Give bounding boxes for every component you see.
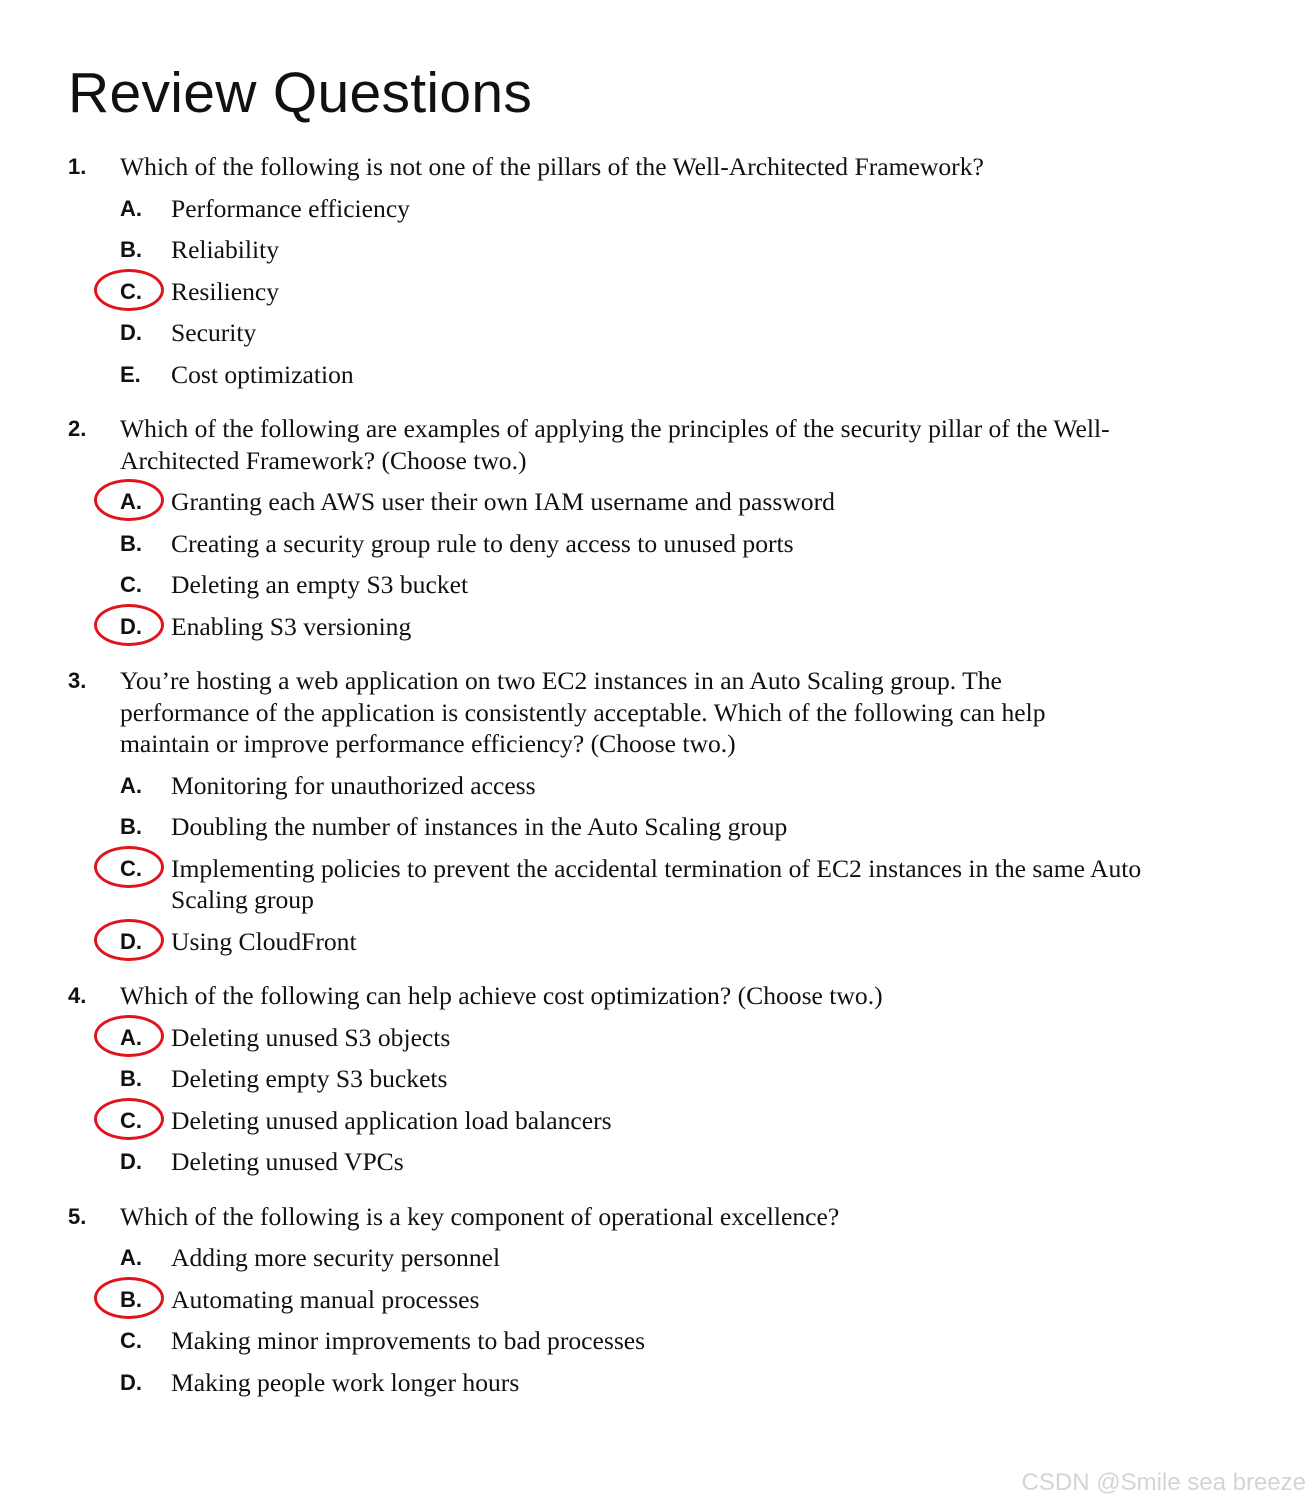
option-letter: C. xyxy=(120,572,142,597)
question xyxy=(68,1201,1268,1399)
question-number: 1. xyxy=(68,154,87,179)
red-circle-mark xyxy=(94,846,164,888)
question-text: Which of the following can help achieve cost optimization? (Choose two.) xyxy=(120,981,883,1010)
answer-option xyxy=(120,926,1268,958)
option-text: Automating manual processes xyxy=(171,1284,480,1314)
question-header xyxy=(68,413,1268,476)
red-circle-mark xyxy=(94,919,164,961)
option-letter: B. xyxy=(120,1284,171,1316)
answer-option xyxy=(120,1063,1268,1095)
option-letter: C. xyxy=(120,853,171,916)
option-text: Security xyxy=(171,318,257,347)
option-letter: A. xyxy=(120,772,142,798)
option-text: Reliability xyxy=(171,235,280,264)
answer-option xyxy=(120,611,1268,643)
option-text: Cost optimization xyxy=(171,359,354,389)
option-text: Making minor improvements to bad processes xyxy=(171,1326,646,1355)
answer-option xyxy=(120,528,1268,560)
option-text: Deleting an empty S3 bucket xyxy=(171,570,469,599)
option-letter: B. xyxy=(120,1066,142,1091)
question-header xyxy=(68,665,1268,760)
answer-option xyxy=(120,1105,1268,1137)
question-list xyxy=(68,151,1268,1398)
option-text: Implementing policies to prevent the accidental termination of EC2 instances in the same Auto Scaling group xyxy=(171,853,1142,914)
red-circle-mark xyxy=(94,269,164,311)
answer-option xyxy=(120,1242,1268,1274)
option-text: Using CloudFront xyxy=(171,926,357,956)
answer-option xyxy=(120,234,1268,266)
answer-option xyxy=(120,1022,1268,1054)
option-text: Deleting unused S3 objects xyxy=(171,1022,451,1052)
option-text: Doubling the number of instances in the Auto Scaling group xyxy=(171,812,788,841)
question-number: 4. xyxy=(68,983,87,1008)
red-circle-mark xyxy=(94,1015,164,1057)
option-text: Resiliency xyxy=(171,276,280,306)
option-text: Deleting unused VPCs xyxy=(171,1147,404,1176)
answer-option xyxy=(120,1367,1268,1399)
answer-option xyxy=(120,317,1268,349)
question xyxy=(68,413,1268,642)
option-text: Making people work longer hours xyxy=(171,1367,520,1397)
question-text: Which of the following is a key component of operational excellence? xyxy=(120,1201,840,1231)
option-letter: E. xyxy=(120,361,141,387)
option-letter: C. xyxy=(120,276,171,308)
question-number: 5. xyxy=(68,1203,87,1229)
question-number: 3. xyxy=(68,668,87,693)
option-letter: D. xyxy=(120,1369,142,1395)
question xyxy=(68,151,1268,390)
answer-option xyxy=(120,770,1268,802)
option-text: Granting each AWS user their own IAM username and password xyxy=(171,487,835,516)
option-letter: D. xyxy=(120,611,171,643)
answer-option xyxy=(120,193,1268,225)
option-letter: A. xyxy=(120,1245,142,1270)
option-letter: D. xyxy=(120,320,142,345)
option-text: Deleting unused application load balancers xyxy=(171,1105,612,1135)
answer-option xyxy=(120,569,1268,601)
option-letter: A. xyxy=(120,486,171,518)
question-header xyxy=(68,151,1268,183)
review-page xyxy=(68,58,1268,1398)
question-text: Which of the following is not one of the pillars of the Well-Architected Framework? xyxy=(120,152,984,181)
answer-option xyxy=(120,853,1268,916)
option-letter: B. xyxy=(120,814,142,839)
answer-option xyxy=(120,1284,1268,1316)
red-circle-mark xyxy=(94,1277,164,1319)
page-title: Review Questions xyxy=(68,61,533,125)
question xyxy=(68,665,1268,957)
red-circle-mark xyxy=(94,1098,164,1140)
answer-option xyxy=(120,1325,1268,1357)
red-circle-mark xyxy=(94,479,164,521)
option-text: Deleting empty S3 buckets xyxy=(171,1064,448,1093)
option-letter: B. xyxy=(120,530,142,556)
answer-option xyxy=(120,811,1268,843)
question-text: You’re hosting a web application on two EC2 instances in an Auto Scaling group. The performance of the application is consistently acceptable. Which of the following can help maintain or improve performance efficiency? (Choose two.) xyxy=(120,666,1046,758)
option-letter: A. xyxy=(120,195,142,221)
question-header xyxy=(68,1201,1268,1233)
option-letter: D. xyxy=(120,1149,142,1174)
option-letter: C. xyxy=(120,1328,142,1353)
option-letter: C. xyxy=(120,1105,171,1137)
answer-option xyxy=(120,276,1268,308)
option-letter: D. xyxy=(120,926,171,958)
option-text: Performance efficiency xyxy=(171,193,410,223)
answer-option xyxy=(120,1146,1268,1178)
option-letter: A. xyxy=(120,1022,171,1054)
option-text: Monitoring for unauthorized access xyxy=(171,770,536,800)
question-number: 2. xyxy=(68,416,87,441)
watermark: CSDN @Smile sea breeze xyxy=(1021,1469,1306,1496)
question-header xyxy=(68,980,1268,1012)
option-text: Adding more security personnel xyxy=(171,1243,501,1272)
red-circle-mark xyxy=(94,604,164,646)
question xyxy=(68,980,1268,1178)
option-text: Creating a security group rule to deny access to unused ports xyxy=(171,528,794,558)
answer-option xyxy=(120,359,1268,391)
option-letter: B. xyxy=(120,237,142,262)
option-text: Enabling S3 versioning xyxy=(171,611,412,641)
answer-option xyxy=(120,486,1268,518)
question-text: Which of the following are examples of applying the principles of the security pillar of the Well-Architected Framework? (Choose two.) xyxy=(120,414,1110,475)
